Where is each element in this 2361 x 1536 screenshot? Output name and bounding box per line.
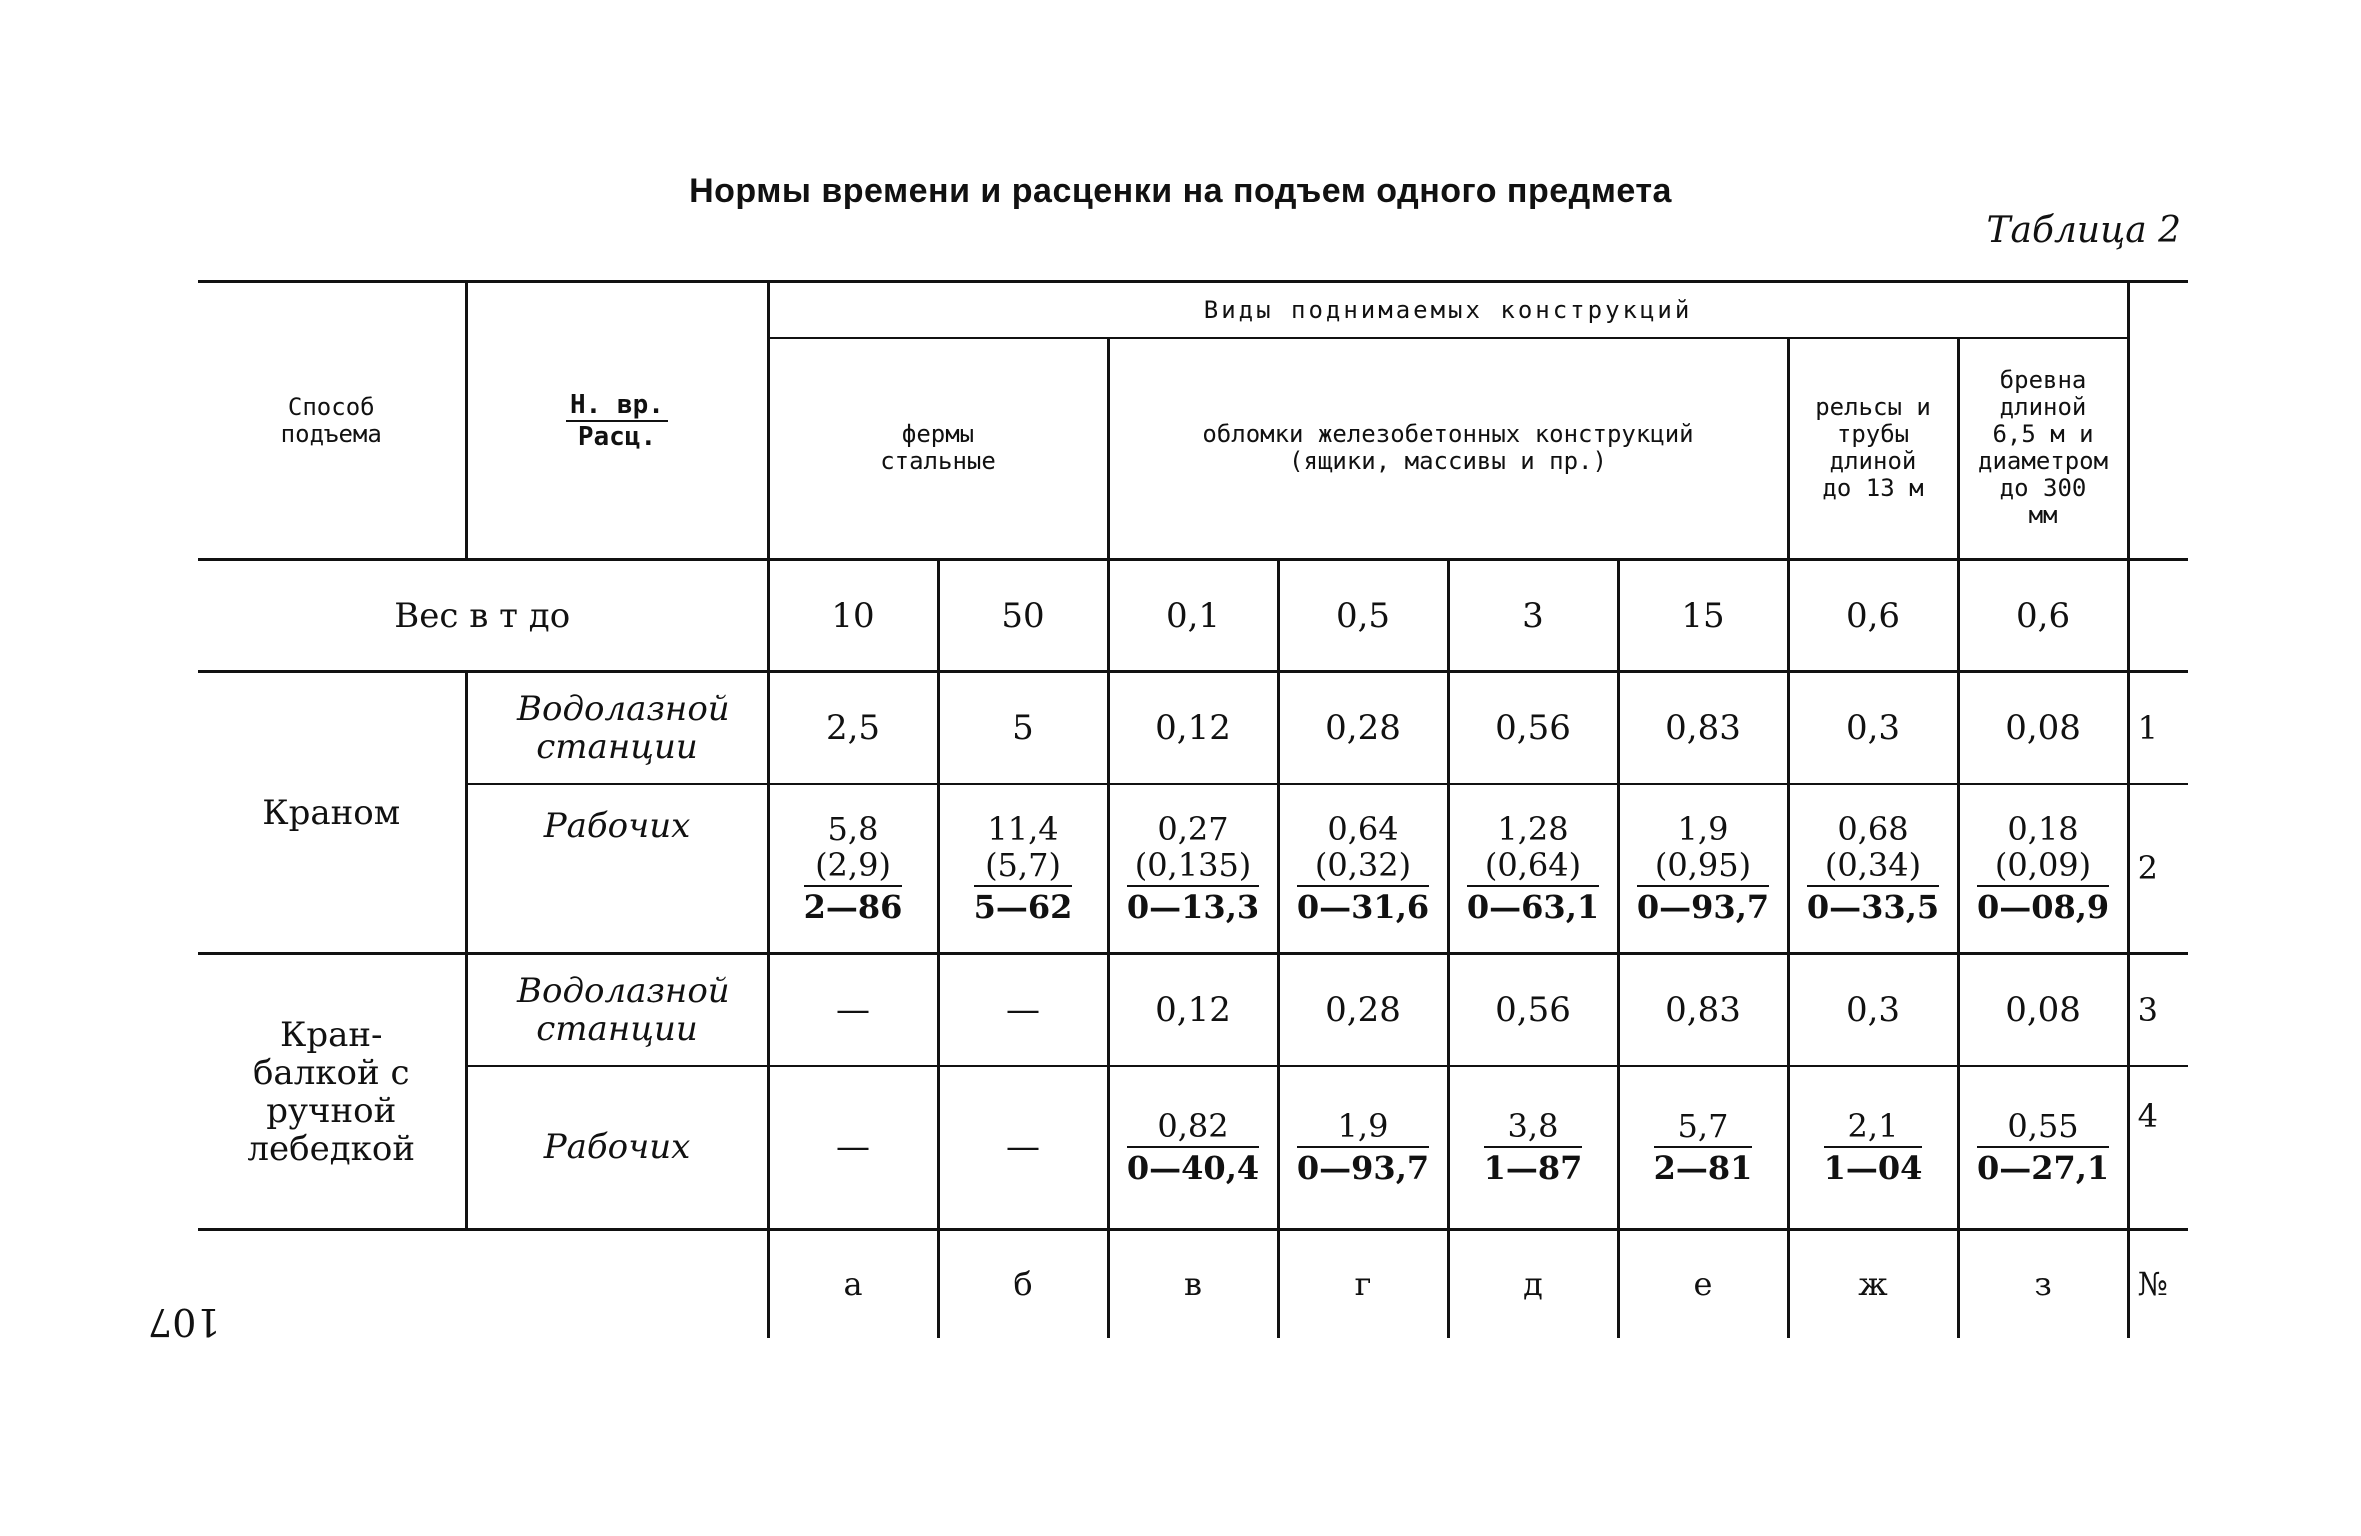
- weight-value: 50: [938, 560, 1108, 672]
- crane-diver-value: 0,12: [1108, 672, 1278, 784]
- frac-mid: (0,95): [1654, 846, 1752, 885]
- column-letter: д: [1448, 1230, 1618, 1338]
- frac-top: 0,82: [1157, 1107, 1229, 1146]
- frac-top: 5,7: [1677, 1107, 1729, 1146]
- debris-header: [1108, 338, 1788, 560]
- column-letter: ж: [1788, 1230, 1958, 1338]
- beam-diver-value: 0,56: [1448, 954, 1618, 1066]
- beam-workers-cell: [1788, 1066, 1958, 1230]
- fraction: [1127, 1108, 1259, 1186]
- frac-bottom: 1—04: [1824, 1146, 1923, 1186]
- method-header-text: Способ подъема: [280, 392, 382, 448]
- norm-header: [466, 282, 768, 560]
- fraction: [1467, 811, 1599, 925]
- page-number: 107: [148, 1300, 221, 1344]
- frac-top: 1,28: [1497, 810, 1569, 849]
- weight-value: 10: [768, 560, 938, 672]
- beam-workers-cell: [1108, 1066, 1278, 1230]
- crane-diver-label: [466, 672, 768, 784]
- crane-workers-label: Рабочих: [466, 784, 768, 954]
- fraction: [1297, 811, 1429, 925]
- frac-mid: (0,09): [1994, 846, 2092, 885]
- frac-bottom: 0—13,3: [1127, 885, 1259, 925]
- page-title: Нормы времени и расценки на подъем одного предмета: [689, 172, 1672, 210]
- weight-value: 0,6: [1788, 560, 1958, 672]
- norm-top-label: Н. вр.: [566, 390, 668, 422]
- crane-workers-cell: [1108, 784, 1278, 954]
- crane-workers-cell: [1448, 784, 1618, 954]
- weight-label: Вес в т до: [198, 560, 768, 672]
- beam-diver-label: [466, 954, 768, 1066]
- logs-header-text: бревна длиной 6,5 м и диаметром до 300 мм: [1978, 366, 2109, 530]
- weight-spacer: [2128, 560, 2188, 672]
- beam-diver-value: 0,08: [1958, 954, 2128, 1066]
- frac-top: 0,55: [2007, 1107, 2079, 1146]
- column-letter: б: [938, 1230, 1108, 1338]
- crane-workers-cell: [1278, 784, 1448, 954]
- frac-mid: (5,7): [985, 846, 1061, 885]
- number-label: №: [2137, 1265, 2168, 1304]
- frac-top: 0,64: [1327, 810, 1399, 849]
- fraction: [1807, 811, 1939, 925]
- row-number: 2: [2128, 784, 2188, 954]
- column-letter: з: [1958, 1230, 2128, 1338]
- logs-header: [1958, 338, 2128, 560]
- beam-workers-cell: [1618, 1066, 1788, 1230]
- beam-diver-value: 0,28: [1278, 954, 1448, 1066]
- frac-bottom: 0—93,7: [1637, 885, 1769, 925]
- beam-diver-label-text: Водолазной станции: [517, 970, 730, 1049]
- frac-mid: (0,32): [1314, 846, 1412, 885]
- table-label: Таблица 2: [1986, 210, 2181, 251]
- weight-value: 0,6: [1958, 560, 2128, 672]
- frac-bottom: 5—62: [974, 885, 1073, 925]
- crane-diver-value: 0,56: [1448, 672, 1618, 784]
- frac-bottom: 2—86: [804, 885, 903, 925]
- crane-diver-value: 5: [938, 672, 1108, 784]
- crane-diver-value: 0,28: [1278, 672, 1448, 784]
- frac-top: 11,4: [987, 810, 1059, 849]
- column-letter: е: [1618, 1230, 1788, 1338]
- beam-method: [198, 954, 466, 1230]
- frac-mid: (0,34): [1824, 846, 1922, 885]
- beam-workers-dash: —: [768, 1066, 938, 1230]
- row-number: 3: [2128, 954, 2188, 1066]
- weight-value: 15: [1618, 560, 1788, 672]
- rails-header: [1788, 338, 1958, 560]
- fraction: [1297, 1108, 1429, 1186]
- weight-value: 3: [1448, 560, 1618, 672]
- crane-diver-value: 0,3: [1788, 672, 1958, 784]
- method-header: [198, 282, 466, 560]
- fraction: [1977, 1108, 2109, 1186]
- frac-bottom: 2—81: [1654, 1146, 1753, 1186]
- crane-diver-label-text: Водолазной станции: [517, 688, 730, 767]
- norm-ratio: [566, 390, 668, 452]
- beam-diver-value: 0,3: [1788, 954, 1958, 1066]
- row-number: 1: [2128, 672, 2188, 784]
- column-letter: а: [768, 1230, 938, 1338]
- row-number: 4: [2128, 1066, 2188, 1230]
- crane-diver-value: 2,5: [768, 672, 938, 784]
- fraction: [804, 811, 903, 925]
- frac-top: 1,9: [1337, 1107, 1389, 1146]
- header-spacer: [2128, 282, 2188, 338]
- frac-top: 3,8: [1507, 1107, 1559, 1146]
- frac-top: 0,68: [1837, 810, 1909, 849]
- beam-workers-dash: —: [938, 1066, 1108, 1230]
- frac-bottom: 1—87: [1484, 1146, 1583, 1186]
- frac-mid: (0,135): [1134, 846, 1252, 885]
- crane-workers-cell: [1618, 784, 1788, 954]
- frac-top: 2,1: [1847, 1107, 1899, 1146]
- fraction: [1977, 811, 2109, 925]
- frac-mid: (0,64): [1484, 846, 1582, 885]
- frac-bottom: 0—27,1: [1977, 1146, 2109, 1186]
- fraction: [974, 811, 1073, 925]
- crane-workers-cell: [1788, 784, 1958, 954]
- crane-diver-value: 0,08: [1958, 672, 2128, 784]
- frac-bottom: 0—93,7: [1297, 1146, 1429, 1186]
- crane-workers-cell: [768, 784, 938, 954]
- fraction: [1654, 1108, 1753, 1186]
- crane-workers-cell: [938, 784, 1108, 954]
- debris-header-text: обломки железобетонных конструкций (ящики, массивы и пр.): [1202, 420, 1694, 476]
- crane-method: Краном: [198, 672, 466, 954]
- frac-bottom: 0—08,9: [1977, 885, 2109, 925]
- beam-workers-label: Рабочих: [466, 1066, 768, 1230]
- fraction: [1127, 811, 1259, 925]
- beam-method-text: Кран-балкой с ручной лебедкой: [247, 1014, 416, 1169]
- norm-bottom-label: Расц.: [577, 421, 657, 452]
- column-letter: в: [1108, 1230, 1278, 1338]
- beam-diver-value: —: [938, 954, 1108, 1066]
- column-letter: г: [1278, 1230, 1448, 1338]
- frac-bottom: 0—63,1: [1467, 885, 1599, 925]
- fraction: [1484, 1108, 1583, 1186]
- crane-workers-cell: [1958, 784, 2128, 954]
- fraction: [1637, 811, 1769, 925]
- frac-mid: (2,9): [815, 846, 891, 885]
- weight-value: 0,5: [1278, 560, 1448, 672]
- beam-workers-cell: [1958, 1066, 2128, 1230]
- beam-workers-cell: [1278, 1066, 1448, 1230]
- weight-value: 0,1: [1108, 560, 1278, 672]
- fraction: [1824, 1108, 1923, 1186]
- header-spacer-2: [2128, 338, 2188, 560]
- frac-top: 1,9: [1677, 810, 1729, 849]
- beam-workers-cell: [1448, 1066, 1618, 1230]
- norms-table: [198, 280, 2188, 1338]
- beam-diver-value: 0,12: [1108, 954, 1278, 1066]
- frac-top: 0,18: [2007, 810, 2079, 849]
- rails-header-text: рельсы и трубы длиной до 13 м: [1815, 393, 1931, 503]
- frac-top: 0,27: [1157, 810, 1229, 849]
- beam-diver-value: —: [768, 954, 938, 1066]
- trusses-header-text: фермы стальные: [880, 420, 996, 476]
- construction-types-header: Виды поднимаемых конструкций: [768, 282, 2128, 338]
- beam-diver-value: 0,83: [1618, 954, 1788, 1066]
- crane-diver-value: 0,83: [1618, 672, 1788, 784]
- frac-bottom: 0—40,4: [1127, 1146, 1259, 1186]
- frac-top: 5,8: [827, 810, 879, 849]
- frac-bottom: 0—31,6: [1297, 885, 1429, 925]
- trusses-header: [768, 338, 1108, 560]
- frac-bottom: 0—33,5: [1807, 885, 1939, 925]
- letters-spacer: [198, 1230, 768, 1338]
